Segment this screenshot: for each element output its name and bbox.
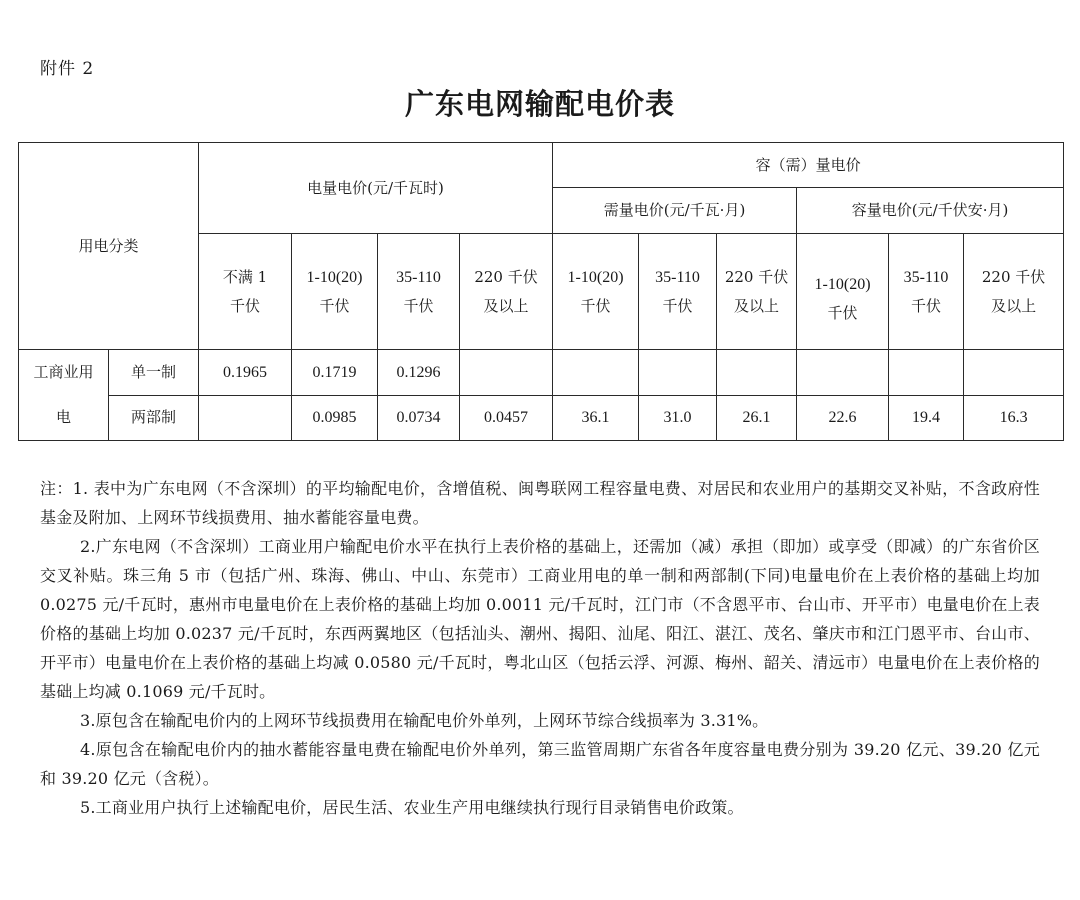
table-row <box>19 395 1064 441</box>
notes-section <box>40 474 1040 822</box>
row-label: 两部制 <box>109 395 199 441</box>
column-header: 35-110 千伏 <box>378 234 460 350</box>
table-cell: 31.0 <box>639 395 717 441</box>
row-group-label: 工商业用 电 <box>19 350 109 441</box>
table-cell <box>553 350 639 396</box>
energy-price-header-cell <box>199 143 553 234</box>
table-cell: 26.1 <box>717 395 797 441</box>
demand-price-header-cell <box>553 188 797 234</box>
table-cell <box>889 350 964 396</box>
column-header: 1-10(20) 千伏 <box>292 234 378 350</box>
column-header: 1-10(20) 千伏 <box>797 234 889 350</box>
table-cell <box>717 350 797 396</box>
column-header: 220 千伏 及以上 <box>717 234 797 350</box>
note-1: 注：1. 表中为广东电网（不含深圳）的平均输配电价，含增值税、闽粤联网工程容量电费、对居民和农业用户的基期交叉补贴，不含政府性基金及附加、上网环节线损费用、抽水蓄能容量电费。 <box>40 479 1040 527</box>
attachment-label: 附件 2 <box>40 59 95 79</box>
table-cell <box>199 395 292 441</box>
note-3: 3.原包含在输配电价内的上网环节线损费用在输配电价外单列，上网环节综合线损率为 3.31%。 <box>80 711 769 730</box>
table-cell: 22.6 <box>797 395 889 441</box>
column-header: 1-10(20) 千伏 <box>553 234 639 350</box>
table-cell: 0.0734 <box>378 395 460 441</box>
capacity-price-header: 容量电价(元/千伏安·月) <box>851 201 1009 219</box>
capacity-demand-header: 容（需）量电价 <box>755 155 861 174</box>
category-header: 用电分类 <box>78 236 139 255</box>
note-5: 5.工商业用户执行上述输配电价，居民生活、农业生产用电继续执行现行目录销售电价政策。 <box>80 798 744 817</box>
price-table <box>18 142 1064 441</box>
table-cell: 36.1 <box>553 395 639 441</box>
demand-price-header: 需量电价(元/千瓦·月) <box>603 201 746 219</box>
table-cell <box>964 350 1064 396</box>
note-4: 4.原包含在输配电价内的抽水蓄能容量电费在输配电价外单列，第三监管周期广东省各年度容量电费分别为 39.20 亿元、39.20 亿元和 39.20 亿元（含税）。 <box>40 740 1040 788</box>
table-row <box>19 350 1064 396</box>
column-header: 35-110 千伏 <box>639 234 717 350</box>
category-header-cell <box>19 143 199 350</box>
energy-price-header: 电量电价(元/千瓦时) <box>307 178 444 197</box>
note-2: 2.广东电网（不含深圳）工商业用户输配电价水平在执行上表价格的基础上，还需加（减）承担（即加）或享受（即减）的广东省价区交叉补贴。珠三角 5 市（包括广州、珠海、佛山、中山、东莞市）工商业用电的单一制和两部制(下同)电量电价在上表价格的基础上均加 0.0275 元/千瓦时，惠州市电量电价在上表价格的基础上均加 0.0011 元/千瓦时，江门市（不含恩平市、台山市、开平市）电量电价在上表价格的基础上均加 0.0237 元/千瓦时，东西两翼地区（包括汕头、潮州、揭阳、汕尾、阳江、湛江、茂名、肇庆市和江门恩平市、台山市、开平市）电量电价在上表价格的基础上均减 0.0580 元/千瓦时，粤北山区（包括云浮、河源、梅州、韶关、清远市）电量电价在上表价格的基础上均减 0.1069 元/千瓦时。 <box>40 537 1041 701</box>
row-label: 单一制 <box>109 350 199 396</box>
column-header: 220 千伏 及以上 <box>964 234 1064 350</box>
table-cell: 0.1965 <box>199 350 292 396</box>
table-cell: 19.4 <box>889 395 964 441</box>
capacity-price-header-cell <box>797 188 1064 234</box>
table-cell: 0.0985 <box>292 395 378 441</box>
table-cell <box>639 350 717 396</box>
column-header: 不满 1 千伏 <box>199 234 292 350</box>
table-cell <box>797 350 889 396</box>
column-header: 35-110 千伏 <box>889 234 964 350</box>
table-cell: 0.1296 <box>378 350 460 396</box>
capacity-demand-header-cell <box>553 143 1064 188</box>
table-cell: 0.1719 <box>292 350 378 396</box>
table-cell: 0.0457 <box>460 395 553 441</box>
table-cell: 16.3 <box>964 395 1064 441</box>
table-cell <box>460 350 553 396</box>
column-header: 220 千伏 及以上 <box>460 234 553 350</box>
page-title: 广东电网输配电价表 <box>404 87 675 121</box>
